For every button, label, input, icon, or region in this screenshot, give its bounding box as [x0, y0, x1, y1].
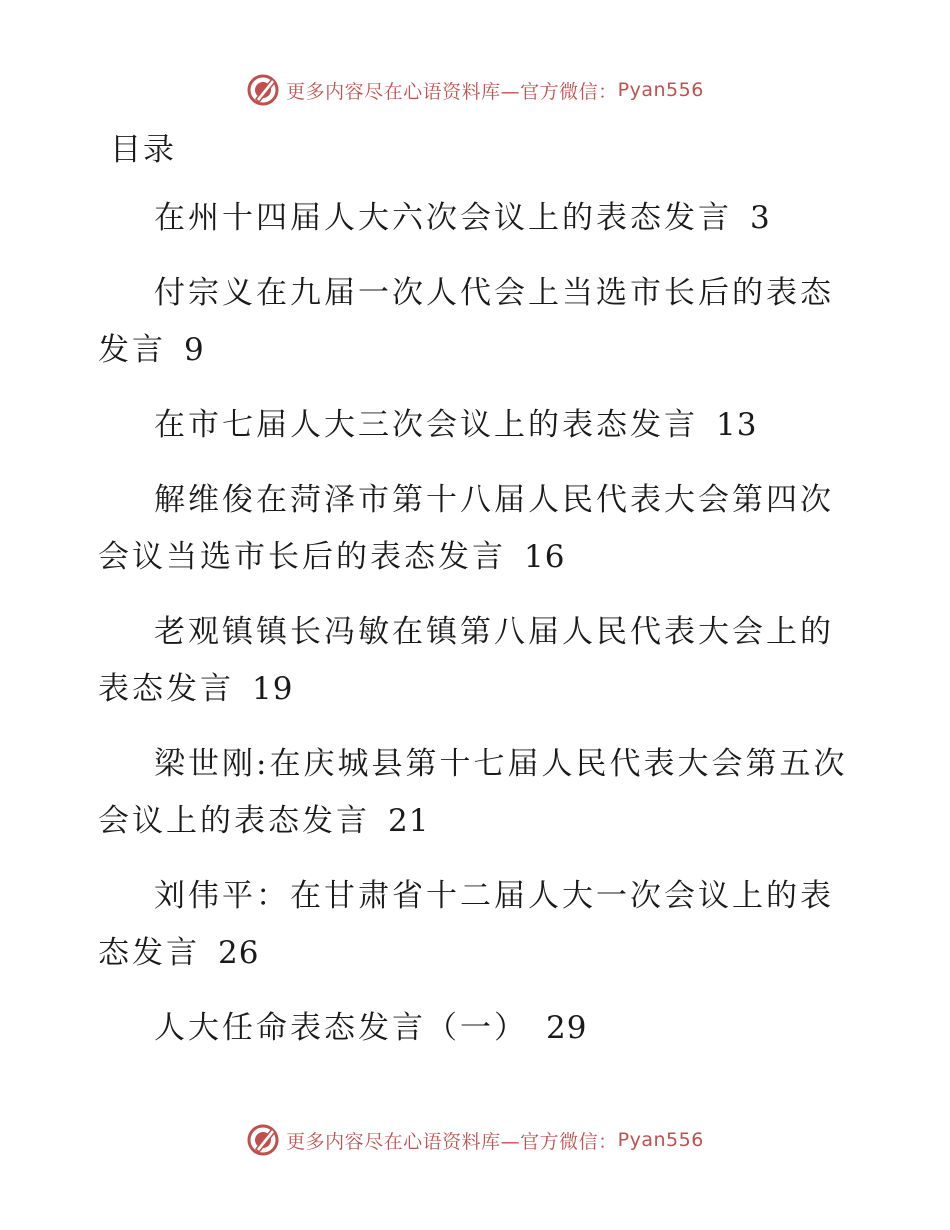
- toc-entry-page: 21: [388, 803, 430, 839]
- pen-logo-icon: [246, 1123, 280, 1157]
- toc-entry-title: 老观镇镇长冯敏在镇第八届人民代表大会上的表态发言: [98, 614, 834, 707]
- toc-entry-page: 16: [524, 539, 566, 575]
- toc-entry-title: 解维俊在菏泽市第十八届人民代表大会第四次会议当选市长后的表态发言: [98, 482, 834, 575]
- watermark-text: 更多内容尽在心语资料库—官方微信：: [286, 1130, 618, 1153]
- watermark-account: Pyan556: [617, 79, 704, 101]
- toc-title: 目录: [110, 132, 176, 168]
- toc-entry-title: 在市七届人大三次会议上的表态发言: [154, 407, 698, 443]
- toc-list: [98, 190, 858, 1075]
- pen-logo-icon: [246, 73, 280, 107]
- toc-entry-page: 9: [184, 332, 205, 368]
- toc-entry[interactable]: [98, 604, 858, 718]
- toc-entry-title: 在州十四届人大六次会议上的表态发言: [154, 200, 732, 236]
- toc-entry[interactable]: [98, 265, 858, 379]
- toc-entry-page: 29: [546, 1010, 588, 1046]
- toc-entry[interactable]: [98, 472, 858, 586]
- toc-entry[interactable]: [98, 190, 858, 247]
- watermark-account: Pyan556: [617, 1129, 704, 1151]
- toc-entry-page: 13: [716, 407, 758, 443]
- toc-entry-title: 付宗义在九届一次人代会上当选市长后的表态发言: [98, 275, 834, 368]
- toc-entry-title: 人大任命表态发言（一）: [154, 1010, 528, 1046]
- watermark-text: 更多内容尽在心语资料库—官方微信：: [286, 80, 618, 103]
- toc-entry[interactable]: [98, 397, 858, 454]
- toc-entry-page: 19: [252, 671, 294, 707]
- toc-entry[interactable]: [98, 1000, 858, 1057]
- toc-entry-title: 刘伟平：在甘肃省十二届人大一次会议上的表态发言: [98, 878, 834, 971]
- toc-entry[interactable]: [98, 868, 858, 982]
- toc-entry-title: 梁世刚:在庆城县第十七届人民代表大会第五次会议上的表态发言: [98, 746, 848, 839]
- toc-entry-page: 26: [218, 935, 260, 971]
- watermark-header: [0, 70, 950, 110]
- watermark-footer: [0, 1120, 950, 1160]
- toc-entry[interactable]: [98, 736, 858, 850]
- toc-entry-page: 3: [750, 200, 771, 236]
